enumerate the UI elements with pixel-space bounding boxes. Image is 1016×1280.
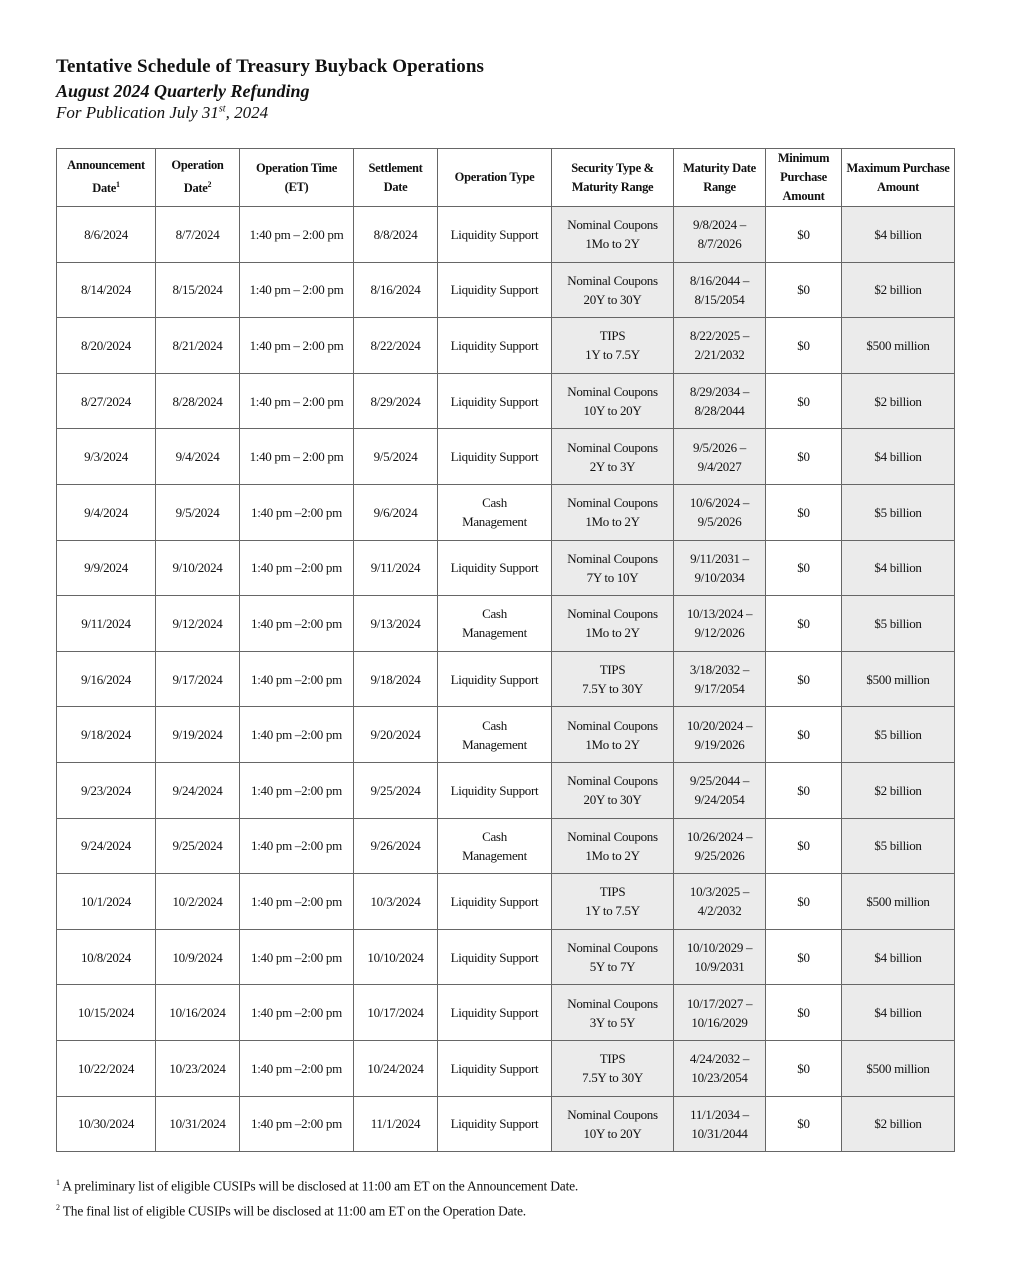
cell-operation-date: 10/2/2024 — [156, 874, 240, 930]
footnote-1: $^1$ A preliminary list of eligible CUSIPs will be disclosed at 11:00 am ET on the Announcement Date. — [56, 1178, 579, 1194]
cell-security-type-line: 7.5Y to 30Y — [582, 681, 643, 697]
document-title: Tentative Schedule of Treasury Buyback Operations — [56, 56, 485, 77]
table-row — [57, 874, 955, 930]
cell-maturity-range — [674, 207, 766, 263]
table-row — [57, 818, 955, 874]
cell-settlement-date: 9/11/2024 — [354, 540, 438, 596]
cell-maturity-range — [674, 985, 766, 1041]
cell-maturity-range — [674, 707, 766, 763]
cell-min-purchase: $0 — [766, 874, 842, 930]
cell-announcement-date: 9/16/2024 — [57, 651, 156, 707]
table-row — [57, 207, 955, 263]
cell-maturity-range — [674, 429, 766, 485]
cell-settlement-date: 9/5/2024 — [354, 429, 438, 485]
cell-max-purchase: $500 million — [842, 318, 955, 374]
cell-operation-type — [438, 540, 552, 596]
cell-max-purchase: $5 billion — [842, 707, 955, 763]
header-announcement-date: Announcement Date$^1$ — [57, 149, 156, 207]
publication-ordinal: st — [218, 103, 226, 115]
cell-announcement-date: 8/14/2024 — [57, 262, 156, 318]
cell-security-type — [552, 429, 674, 485]
cell-maturity-range-line: 10/3/2025 – — [689, 884, 750, 900]
cell-operation-date: 10/31/2024 — [156, 1096, 240, 1152]
cell-operation-date: 9/10/2024 — [156, 540, 240, 596]
cell-security-type — [552, 596, 674, 652]
buyback-schedule-table — [56, 148, 955, 1152]
cell-operation-type — [438, 484, 552, 540]
cell-maturity-range — [674, 262, 766, 318]
cell-announcement-date: 9/3/2024 — [57, 429, 156, 485]
cell-announcement-date: 9/4/2024 — [57, 484, 156, 540]
cell-security-type-line: 1Mo to 2Y — [585, 514, 640, 530]
table-row — [57, 1040, 955, 1096]
cell-operation-type-line: Management — [462, 847, 527, 863]
header-max-purchase: Maximum Purchase Amount — [842, 149, 955, 207]
cell-operation-type — [438, 874, 552, 930]
cell-settlement-date: 8/8/2024 — [354, 207, 438, 263]
cell-min-purchase: $0 — [766, 818, 842, 874]
table-row — [57, 373, 955, 429]
cell-security-type-line: 1Mo to 2Y — [585, 847, 640, 863]
cell-security-type — [552, 1096, 674, 1152]
cell-security-type-line: 10Y to 20Y — [583, 403, 642, 419]
publication-date — [56, 103, 268, 123]
cell-maturity-range — [674, 318, 766, 374]
cell-maturity-range-line: 8/28/2044 — [694, 403, 745, 419]
cell-maturity-range-line: 8/7/2026 — [697, 236, 742, 252]
cell-announcement-date: 10/30/2024 — [57, 1096, 156, 1152]
cell-settlement-date: 8/22/2024 — [354, 318, 438, 374]
cell-maturity-range-line: 10/17/2027 – — [686, 995, 753, 1011]
table-row — [57, 429, 955, 485]
cell-min-purchase: $0 — [766, 262, 842, 318]
cell-security-type-line: Nominal Coupons — [567, 717, 658, 733]
cell-announcement-date: 8/6/2024 — [57, 207, 156, 263]
cell-min-purchase: $0 — [766, 540, 842, 596]
cell-settlement-date: 8/16/2024 — [354, 262, 438, 318]
cell-operation-date: 10/16/2024 — [156, 985, 240, 1041]
table-row — [57, 651, 955, 707]
cell-operation-type — [438, 1096, 552, 1152]
cell-operation-date: 9/5/2024 — [156, 484, 240, 540]
table-row — [57, 596, 955, 652]
cell-operation-time: 1:40 pm – 2:00 pm — [240, 429, 354, 485]
cell-operation-type-line: Liquidity Support — [450, 1060, 539, 1076]
table-row — [57, 318, 955, 374]
cell-security-type — [552, 874, 674, 930]
cell-min-purchase: $0 — [766, 429, 842, 485]
cell-security-type-line: 10Y to 20Y — [583, 1125, 642, 1141]
cell-security-type — [552, 985, 674, 1041]
cell-maturity-range-line: 10/10/2029 – — [686, 940, 753, 956]
cell-operation-type-line: Cash — [482, 717, 507, 733]
cell-operation-date: 9/25/2024 — [156, 818, 240, 874]
cell-maturity-range-line: 10/31/2044 — [691, 1125, 748, 1141]
cell-operation-time: 1:40 pm –2:00 pm — [240, 985, 354, 1041]
cell-maturity-range-line: 3/18/2032 – — [689, 662, 750, 678]
cell-min-purchase: $0 — [766, 651, 842, 707]
cell-max-purchase: $2 billion — [842, 373, 955, 429]
table-row — [57, 985, 955, 1041]
cell-operation-time: 1:40 pm –2:00 pm — [240, 651, 354, 707]
cell-maturity-range — [674, 874, 766, 930]
cell-settlement-date: 9/6/2024 — [354, 484, 438, 540]
cell-settlement-date: 9/20/2024 — [354, 707, 438, 763]
cell-operation-date: 9/12/2024 — [156, 596, 240, 652]
cell-operation-type-line: Liquidity Support — [450, 449, 539, 465]
cell-announcement-date: 10/15/2024 — [57, 985, 156, 1041]
cell-operation-time: 1:40 pm –2:00 pm — [240, 540, 354, 596]
cell-operation-time: 1:40 pm – 2:00 pm — [240, 262, 354, 318]
cell-maturity-range-line: 10/13/2024 – — [686, 606, 753, 622]
cell-maturity-range-line: 9/19/2026 — [694, 736, 745, 752]
cell-operation-type-line: Liquidity Support — [450, 560, 539, 576]
cell-operation-type — [438, 762, 552, 818]
cell-maturity-range-line: 9/25/2044 – — [689, 773, 750, 789]
cell-max-purchase: $2 billion — [842, 762, 955, 818]
cell-maturity-range — [674, 818, 766, 874]
table-row — [57, 707, 955, 763]
cell-security-type — [552, 318, 674, 374]
cell-security-type-line: 20Y to 30Y — [583, 291, 642, 307]
cell-maturity-range-line: 8/15/2054 — [694, 291, 745, 307]
cell-security-type-line: 7Y to 10Y — [586, 569, 639, 585]
cell-security-type-line: 1Y to 7.5Y — [585, 347, 640, 363]
cell-operation-date: 10/23/2024 — [156, 1040, 240, 1096]
cell-maturity-range-line: 9/25/2026 — [694, 847, 745, 863]
cell-min-purchase: $0 — [766, 373, 842, 429]
cell-max-purchase: $4 billion — [842, 207, 955, 263]
cell-maturity-range-line: 8/16/2044 – — [689, 272, 750, 288]
cell-operation-type — [438, 318, 552, 374]
cell-operation-time: 1:40 pm –2:00 pm — [240, 596, 354, 652]
document-subtitle: August 2024 Quarterly Refunding — [56, 81, 310, 101]
cell-settlement-date: 8/29/2024 — [354, 373, 438, 429]
table-row — [57, 929, 955, 985]
cell-operation-type-line: Liquidity Support — [450, 1005, 539, 1021]
cell-announcement-date: 10/1/2024 — [57, 874, 156, 930]
cell-security-type-line: Nominal Coupons — [567, 384, 658, 400]
cell-operation-type — [438, 818, 552, 874]
cell-announcement-date: 9/18/2024 — [57, 707, 156, 763]
table-row — [57, 540, 955, 596]
cell-max-purchase: $2 billion — [842, 1096, 955, 1152]
cell-operation-type-line: Liquidity Support — [450, 949, 539, 965]
cell-min-purchase: $0 — [766, 484, 842, 540]
cell-security-type-line: 1Y to 7.5Y — [585, 903, 640, 919]
cell-operation-type — [438, 262, 552, 318]
table-body — [57, 207, 955, 1152]
cell-security-type-line: Nominal Coupons — [567, 550, 658, 566]
footnotes — [56, 1172, 578, 1221]
cell-max-purchase: $4 billion — [842, 985, 955, 1041]
cell-security-type — [552, 929, 674, 985]
cell-min-purchase: $0 — [766, 207, 842, 263]
cell-min-purchase: $0 — [766, 318, 842, 374]
cell-operation-type-line: Liquidity Support — [450, 282, 539, 298]
cell-operation-time: 1:40 pm –2:00 pm — [240, 707, 354, 763]
cell-security-type — [552, 818, 674, 874]
cell-security-type-line: TIPS — [599, 884, 626, 900]
cell-operation-time: 1:40 pm –2:00 pm — [240, 1096, 354, 1152]
cell-security-type-line: Nominal Coupons — [567, 995, 658, 1011]
cell-maturity-range — [674, 762, 766, 818]
cell-operation-date: 8/7/2024 — [156, 207, 240, 263]
cell-max-purchase: $5 billion — [842, 596, 955, 652]
cell-max-purchase: $5 billion — [842, 818, 955, 874]
publication-prefix: For Publication July 31 — [56, 103, 219, 122]
cell-announcement-date: 9/9/2024 — [57, 540, 156, 596]
cell-security-type — [552, 207, 674, 263]
header-min-purchase: Minimum Purchase Amount — [766, 149, 842, 207]
cell-max-purchase: $500 million — [842, 874, 955, 930]
cell-min-purchase: $0 — [766, 762, 842, 818]
cell-settlement-date: 11/1/2024 — [354, 1096, 438, 1152]
cell-security-type-line: Nominal Coupons — [567, 828, 658, 844]
cell-security-type-line: TIPS — [599, 328, 626, 344]
cell-security-type-line: Nominal Coupons — [567, 1106, 658, 1122]
cell-operation-type — [438, 707, 552, 763]
cell-maturity-range-line: 2/21/2032 — [694, 347, 745, 363]
cell-settlement-date: 9/13/2024 — [354, 596, 438, 652]
cell-maturity-range — [674, 1096, 766, 1152]
cell-security-type — [552, 540, 674, 596]
cell-maturity-range-line: 8/22/2025 – — [689, 328, 750, 344]
cell-operation-type-line: Liquidity Support — [450, 337, 539, 353]
header-operation-date: Operation Date$^2$ — [156, 149, 240, 207]
cell-security-type — [552, 484, 674, 540]
cell-security-type-line: Nominal Coupons — [567, 272, 658, 288]
publication-suffix: , 2024 — [225, 103, 269, 122]
cell-operation-date: 9/24/2024 — [156, 762, 240, 818]
header-security-type: Security Type & Maturity Range — [552, 149, 674, 207]
cell-operation-type — [438, 429, 552, 485]
cell-operation-type — [438, 373, 552, 429]
cell-security-type-line: TIPS — [599, 1051, 626, 1067]
cell-announcement-date: 9/24/2024 — [57, 818, 156, 874]
cell-security-type-line: Nominal Coupons — [567, 495, 658, 511]
header-operation-type: Operation Type — [438, 149, 552, 207]
cell-maturity-range-line: 10/20/2024 – — [686, 717, 753, 733]
cell-maturity-range-line: 9/5/2026 – — [693, 439, 746, 455]
cell-operation-type — [438, 596, 552, 652]
cell-operation-time: 1:40 pm – 2:00 pm — [240, 207, 354, 263]
cell-operation-type-line: Management — [462, 625, 527, 641]
cell-maturity-range — [674, 929, 766, 985]
cell-operation-type-line: Liquidity Support — [450, 1116, 539, 1132]
header-maturity-range: Maturity Date Range — [674, 149, 766, 207]
cell-security-type-line: 7.5Y to 30Y — [582, 1070, 643, 1086]
cell-announcement-date: 10/22/2024 — [57, 1040, 156, 1096]
cell-announcement-date: 8/27/2024 — [57, 373, 156, 429]
cell-operation-date: 9/17/2024 — [156, 651, 240, 707]
cell-security-type — [552, 707, 674, 763]
cell-maturity-range — [674, 651, 766, 707]
cell-operation-type — [438, 985, 552, 1041]
cell-maturity-range-line: 9/10/2034 — [694, 569, 745, 585]
cell-operation-type-line: Cash — [482, 828, 507, 844]
cell-announcement-date: 10/8/2024 — [57, 929, 156, 985]
table-row — [57, 484, 955, 540]
header-operation-time: Operation Time (ET) — [240, 149, 354, 207]
cell-security-type — [552, 762, 674, 818]
cell-security-type-line: 1Mo to 2Y — [585, 236, 640, 252]
cell-maturity-range — [674, 540, 766, 596]
cell-operation-time: 1:40 pm – 2:00 pm — [240, 373, 354, 429]
cell-operation-time: 1:40 pm – 2:00 pm — [240, 318, 354, 374]
cell-operation-type-line: Liquidity Support — [450, 782, 539, 798]
cell-maturity-range-line: 4/24/2032 – — [689, 1051, 750, 1067]
cell-operation-type-line: Management — [462, 514, 527, 530]
cell-maturity-range-line: 9/17/2054 — [694, 681, 745, 697]
cell-operation-type-line: Cash — [482, 606, 507, 622]
cell-min-purchase: $0 — [766, 1040, 842, 1096]
cell-operation-date: 8/21/2024 — [156, 318, 240, 374]
cell-min-purchase: $0 — [766, 985, 842, 1041]
cell-settlement-date: 10/3/2024 — [354, 874, 438, 930]
cell-min-purchase: $0 — [766, 1096, 842, 1152]
cell-maturity-range-line: 9/12/2026 — [694, 625, 745, 641]
cell-maturity-range-line: 10/23/2054 — [691, 1070, 748, 1086]
cell-settlement-date: 9/18/2024 — [354, 651, 438, 707]
cell-operation-time: 1:40 pm –2:00 pm — [240, 874, 354, 930]
cell-operation-date: 9/19/2024 — [156, 707, 240, 763]
cell-security-type — [552, 651, 674, 707]
cell-operation-type — [438, 651, 552, 707]
cell-security-type-line: Nominal Coupons — [567, 217, 658, 233]
cell-settlement-date: 10/24/2024 — [354, 1040, 438, 1096]
table-row — [57, 1096, 955, 1152]
cell-maturity-range — [674, 1040, 766, 1096]
cell-maturity-range-line: 9/24/2054 — [694, 792, 745, 808]
cell-maturity-range-line: 10/9/2031 — [694, 959, 745, 975]
cell-operation-type — [438, 1040, 552, 1096]
cell-settlement-date: 9/25/2024 — [354, 762, 438, 818]
cell-operation-type-line: Cash — [482, 495, 507, 511]
cell-announcement-date: 9/23/2024 — [57, 762, 156, 818]
cell-operation-time: 1:40 pm –2:00 pm — [240, 929, 354, 985]
cell-security-type-line: Nominal Coupons — [567, 773, 658, 789]
cell-security-type-line: 20Y to 30Y — [583, 792, 642, 808]
cell-settlement-date: 10/17/2024 — [354, 985, 438, 1041]
cell-operation-date: 9/4/2024 — [156, 429, 240, 485]
cell-maturity-range — [674, 596, 766, 652]
cell-max-purchase: $4 billion — [842, 429, 955, 485]
cell-operation-time: 1:40 pm –2:00 pm — [240, 1040, 354, 1096]
cell-operation-type — [438, 207, 552, 263]
cell-maturity-range — [674, 373, 766, 429]
cell-announcement-date: 9/11/2024 — [57, 596, 156, 652]
cell-maturity-range-line: 9/8/2024 – — [693, 217, 746, 233]
header-settlement-date: Settlement Date — [354, 149, 438, 207]
cell-maturity-range-line: 8/29/2034 – — [689, 384, 750, 400]
cell-operation-type-line: Liquidity Support — [450, 226, 539, 242]
cell-security-type — [552, 1040, 674, 1096]
cell-operation-type-line: Management — [462, 736, 527, 752]
cell-maturity-range-line: 10/26/2024 – — [686, 828, 753, 844]
cell-security-type-line: 3Y to 5Y — [589, 1014, 636, 1030]
cell-maturity-range-line: 9/5/2026 — [697, 514, 742, 530]
cell-security-type — [552, 262, 674, 318]
cell-security-type-line: Nominal Coupons — [567, 606, 658, 622]
cell-operation-type-line: Liquidity Support — [450, 671, 539, 687]
table-row — [57, 262, 955, 318]
cell-security-type-line: 2Y to 3Y — [589, 458, 636, 474]
cell-operation-date: 8/28/2024 — [156, 373, 240, 429]
footnote-2: $^2$ The final list of eligible CUSIPs will be disclosed at 11:00 am ET on the Operation Date. — [56, 1202, 526, 1218]
cell-max-purchase: $4 billion — [842, 929, 955, 985]
cell-security-type — [552, 373, 674, 429]
cell-maturity-range-line: 4/2/2032 — [697, 903, 742, 919]
cell-security-type-line: 1Mo to 2Y — [585, 736, 640, 752]
cell-maturity-range-line: 9/4/2027 — [697, 458, 742, 474]
cell-settlement-date: 9/26/2024 — [354, 818, 438, 874]
cell-operation-type — [438, 929, 552, 985]
cell-operation-type-line: Liquidity Support — [450, 393, 539, 409]
cell-maturity-range-line: 11/1/2034 – — [690, 1106, 749, 1122]
cell-min-purchase: $0 — [766, 929, 842, 985]
cell-operation-time: 1:40 pm –2:00 pm — [240, 762, 354, 818]
cell-security-type-line: 1Mo to 2Y — [585, 625, 640, 641]
cell-max-purchase: $500 million — [842, 1040, 955, 1096]
table-row — [57, 762, 955, 818]
cell-operation-date: 8/15/2024 — [156, 262, 240, 318]
cell-operation-date: 10/9/2024 — [156, 929, 240, 985]
cell-max-purchase: $2 billion — [842, 262, 955, 318]
cell-max-purchase: $500 million — [842, 651, 955, 707]
cell-min-purchase: $0 — [766, 707, 842, 763]
cell-maturity-range — [674, 484, 766, 540]
cell-max-purchase: $4 billion — [842, 540, 955, 596]
cell-security-type-line: Nominal Coupons — [567, 439, 658, 455]
cell-security-type-line: TIPS — [599, 662, 626, 678]
cell-operation-time: 1:40 pm –2:00 pm — [240, 484, 354, 540]
cell-min-purchase: $0 — [766, 596, 842, 652]
cell-operation-time: 1:40 pm –2:00 pm — [240, 818, 354, 874]
cell-settlement-date: 10/10/2024 — [354, 929, 438, 985]
cell-announcement-date: 8/20/2024 — [57, 318, 156, 374]
cell-security-type-line: Nominal Coupons — [567, 940, 658, 956]
cell-maturity-range-line: 9/11/2031 – — [690, 550, 749, 566]
table-header-row — [57, 149, 955, 207]
cell-maturity-range-line: 10/6/2024 – — [689, 495, 750, 511]
cell-max-purchase: $5 billion — [842, 484, 955, 540]
cell-security-type-line: 5Y to 7Y — [589, 959, 636, 975]
cell-maturity-range-line: 10/16/2029 — [691, 1014, 748, 1030]
cell-operation-type-line: Liquidity Support — [450, 893, 539, 909]
